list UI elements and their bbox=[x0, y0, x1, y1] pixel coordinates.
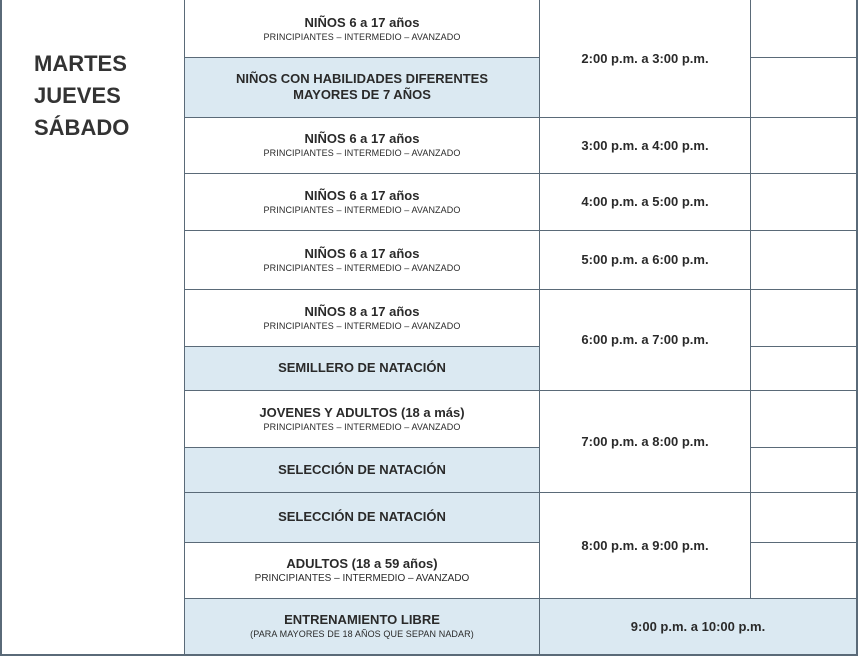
group-title: NIÑOS 6 a 17 años bbox=[304, 131, 420, 146]
group-title: ADULTOS (18 a 59 años) bbox=[286, 555, 438, 571]
border-line bbox=[0, 0, 2, 656]
group-levels: PRINCIPIANTES – INTERMEDIO – AVANZADO bbox=[263, 262, 461, 273]
group-title: NIÑOS 6 a 17 años bbox=[304, 14, 420, 30]
group-cell bbox=[185, 598, 539, 654]
group-cell bbox=[185, 390, 539, 447]
group-levels: PRINCIPIANTES – INTERMEDIO – AVANZADO bbox=[263, 148, 461, 158]
time-slot: 4:00 p.m. a 5:00 p.m. bbox=[581, 194, 709, 209]
group-title: NIÑOS 6 a 17 años bbox=[304, 187, 420, 203]
border-line bbox=[750, 346, 858, 347]
group-cell bbox=[185, 117, 539, 173]
group-title-line2: MAYORES DE 7 AÑOS bbox=[293, 87, 431, 102]
days-label bbox=[34, 48, 164, 144]
group-levels: PRINCIPIANTES – INTERMEDIO – AVANZADO bbox=[263, 204, 461, 215]
group-levels: PRINCIPIANTES – INTERMEDIO – AVANZADO bbox=[263, 421, 461, 432]
group-title: ENTRENAMIENTO LIBRE bbox=[284, 612, 440, 627]
time-slot: 7:00 p.m. a 8:00 p.m. bbox=[581, 433, 709, 449]
group-cell bbox=[185, 447, 539, 492]
group-cell bbox=[185, 0, 539, 57]
group-cell bbox=[185, 492, 539, 542]
time-slot: 8:00 p.m. a 9:00 p.m. bbox=[581, 537, 709, 553]
day-tuesday: MARTES bbox=[34, 51, 127, 76]
group-cell bbox=[185, 289, 539, 346]
group-cell bbox=[185, 346, 539, 390]
group-levels: PRINCIPIANTES – INTERMEDIO – AVANZADO bbox=[254, 572, 470, 584]
group-levels: PRINCIPIANTES – INTERMEDIO – AVANZADO bbox=[263, 320, 461, 331]
group-title: SELECCIÓN DE NATACIÓN bbox=[278, 509, 446, 524]
group-title: SEMILLERO DE NATACIÓN bbox=[278, 360, 446, 375]
group-title: JOVENES Y ADULTOS (18 a más) bbox=[259, 404, 465, 420]
border-line bbox=[750, 57, 858, 58]
group-cell bbox=[185, 542, 539, 598]
time-slot: 9:00 p.m. a 10:00 p.m. bbox=[630, 618, 766, 634]
day-saturday: SÁBADO bbox=[34, 115, 130, 140]
time-slot: 5:00 p.m. a 6:00 p.m. bbox=[581, 252, 709, 267]
group-title: NIÑOS 8 a 17 años bbox=[304, 303, 420, 319]
group-title: NIÑOS 6 a 17 años bbox=[304, 245, 420, 261]
group-title: NIÑOS CON HABILIDADES DIFERENTES bbox=[235, 71, 489, 86]
group-levels: PRINCIPIANTES – INTERMEDIO – AVANZADO bbox=[263, 31, 461, 42]
time-slot: 6:00 p.m. a 7:00 p.m. bbox=[581, 332, 709, 347]
time-slot: 3:00 p.m. a 4:00 p.m. bbox=[581, 137, 709, 153]
group-title: SELECCIÓN DE NATACIÓN bbox=[278, 461, 446, 477]
group-cell bbox=[185, 57, 539, 117]
border-line bbox=[750, 0, 751, 598]
day-thursday: JUEVES bbox=[34, 83, 121, 108]
border-line bbox=[750, 542, 858, 543]
group-cell bbox=[185, 230, 539, 289]
time-slot: 2:00 p.m. a 3:00 p.m. bbox=[581, 51, 709, 66]
group-cell bbox=[185, 173, 539, 230]
border-line bbox=[750, 447, 858, 448]
group-note: (PARA MAYORES DE 18 AÑOS QUE SEPAN NADAR) bbox=[250, 629, 474, 639]
